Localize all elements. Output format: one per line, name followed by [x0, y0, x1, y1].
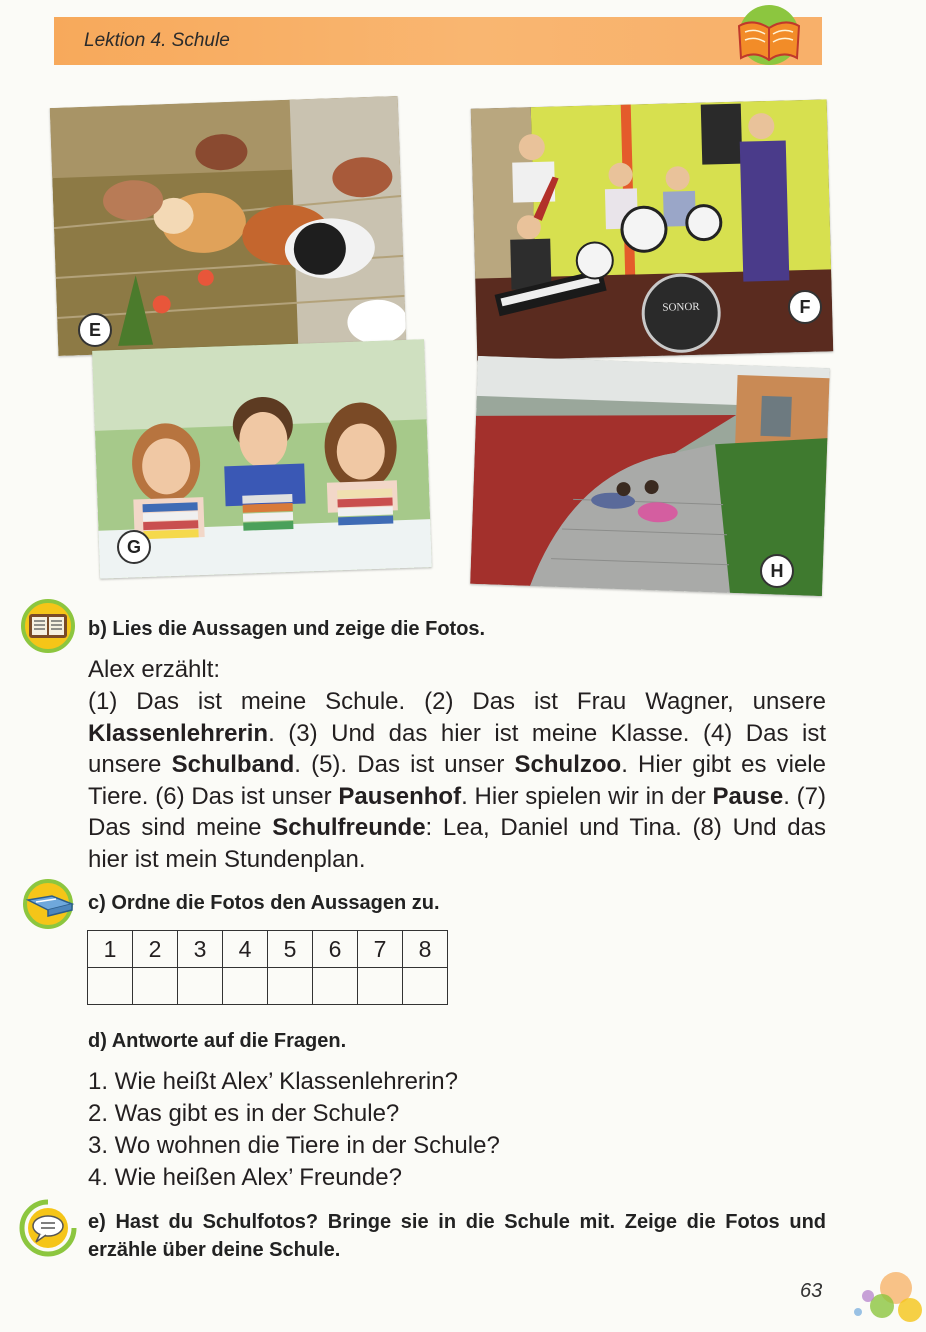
text-segment: . (5). Das ist unser — [294, 751, 515, 778]
answer-cell[interactable] — [268, 968, 313, 1005]
writing-icon — [22, 878, 76, 930]
answer-cell[interactable] — [178, 968, 223, 1005]
book-open-icon — [731, 4, 807, 70]
list-item: 1. Wie heißt Alex’ Klassenlehrerin? — [88, 1068, 458, 1095]
photo-g-label: G — [117, 530, 151, 564]
drum-brand-text: SONOR — [662, 300, 700, 314]
task-e-heading: e) Hast du Schulfotos? Bringe sie in die Schule mit. Zeige die Fotos und erzähle über deine Schule. — [88, 1211, 826, 1261]
photo-h-label: H — [760, 554, 794, 588]
task-b-heading: b) Lies die Aussagen und zeige die Fotos. — [88, 618, 486, 640]
answer-cell[interactable] — [88, 968, 133, 1005]
table-header-cell: 1 — [88, 931, 133, 968]
keyword-schulzoo: Schulzoo — [514, 751, 622, 778]
flower-decoration-icon — [846, 1266, 926, 1332]
reading-icon — [21, 598, 77, 654]
keyword-pausenhof: Pausenhof — [338, 782, 462, 810]
list-item: 2. Was gibt es in der Schule? — [88, 1100, 400, 1127]
table-answer-row — [88, 968, 448, 1005]
text-segment: . (7) Das sind meine — [88, 782, 826, 841]
answer-table — [87, 930, 448, 1005]
keyword-schulfreunde: Schulfreunde — [272, 814, 426, 841]
table-header-row — [88, 931, 448, 968]
text-segment: : Lea, Daniel und Tina. (8) Und das hier ist mein Stundenplan. — [88, 814, 826, 873]
task-b-text — [88, 686, 826, 875]
text-segment: . (3) Und das hier ist meine Klasse. (4) Das ist unsere — [88, 719, 826, 778]
table-header-cell: 6 — [313, 931, 358, 968]
page-number: 63 — [800, 1280, 823, 1302]
question-list — [88, 1066, 500, 1194]
keyword-schulband: Schulband — [171, 751, 295, 778]
answer-cell[interactable] — [358, 968, 403, 1005]
task-c-heading: c) Ordne die Fotos den Aussagen zu. — [88, 892, 440, 914]
table-header-cell: 3 — [178, 931, 223, 968]
answer-cell[interactable] — [313, 968, 358, 1005]
answer-cell[interactable] — [403, 968, 448, 1005]
table-header-cell: 7 — [358, 931, 403, 968]
photo-f-school-band — [471, 99, 833, 360]
text-segment: . Hier gibt es viele Tiere. (6) Das ist unser — [88, 751, 826, 810]
table-header-cell: 2 — [133, 931, 178, 968]
task-d-heading: d) Antworte auf die Fragen. — [88, 1030, 347, 1052]
answer-cell[interactable] — [223, 968, 268, 1005]
keyword-pause: Pause — [712, 782, 784, 810]
text-segment: (1) Das ist meine Schule. (2) Das ist Frau Wagner, unsere — [88, 688, 826, 715]
list-item: 3. Wo wohnen die Tiere in der Schule? — [88, 1132, 500, 1159]
keyword-klassenlehrerin: Klassenlehrerin — [88, 719, 269, 747]
text-segment: . Hier spielen wir in der — [461, 782, 713, 810]
photo-e-label: E — [78, 313, 112, 347]
lesson-header — [54, 17, 822, 65]
lesson-title: Lektion 4. Schule — [84, 30, 230, 51]
table-header-cell: 5 — [268, 931, 313, 968]
list-item: 4. Wie heißen Alex’ Freunde? — [88, 1164, 402, 1191]
task-b-intro: Alex erzählt: — [88, 656, 221, 683]
speech-bubble-icon — [18, 1198, 78, 1258]
answer-cell[interactable] — [133, 968, 178, 1005]
table-header-cell: 8 — [403, 931, 448, 968]
photo-f-label: F — [788, 290, 822, 324]
table-header-cell: 4 — [223, 931, 268, 968]
